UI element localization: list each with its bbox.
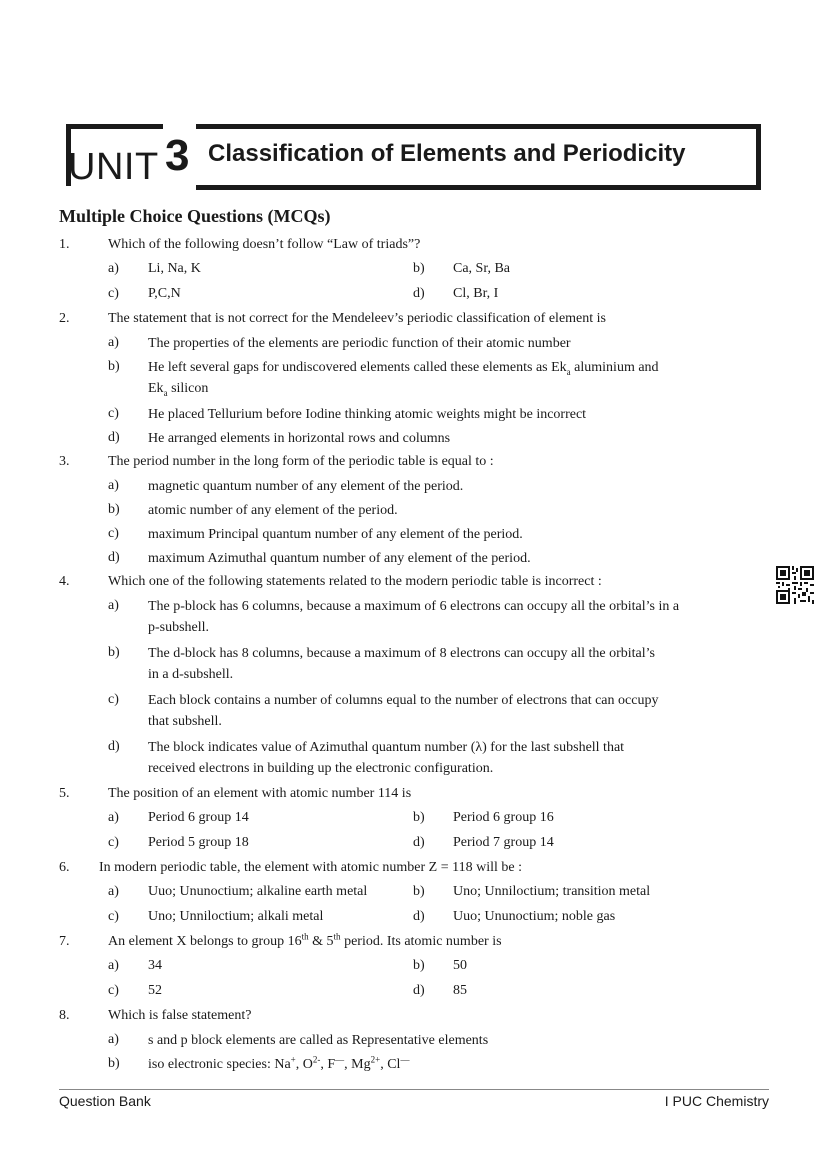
option-label: a) (108, 1032, 119, 1047)
option-row (0, 979, 827, 1004)
option-text: The properties of the elements are periodic function of their atomic number (148, 336, 571, 351)
question-list (0, 233, 827, 1076)
header-frame-top (66, 124, 163, 129)
unit-number: 3 (165, 131, 190, 180)
option (0, 522, 827, 546)
option-text: maximum Principal quantum number of any element of the period. (148, 527, 523, 542)
option-row (0, 954, 827, 979)
option-label: c) (108, 692, 119, 707)
question-text: Which one of the following statements related to the modern periodic table is incorrect : (108, 574, 602, 589)
option-text: Uuo; Ununoctium; alkaline earth metal (148, 884, 368, 899)
option (0, 641, 827, 688)
question-text: The period number in the long form of the periodic table is equal to : (108, 454, 494, 469)
question-7 (0, 930, 827, 1004)
option-text: magnetic quantum number of any element of the period. (148, 479, 464, 494)
question-4 (0, 570, 827, 782)
unit-title: Classification of Elements and Periodicity (208, 140, 686, 167)
option-text: He arranged elements in horizontal rows and columns (148, 431, 451, 446)
option-label: d) (108, 430, 120, 445)
question-text: An element X belongs to group 16th & 5th period. Its atomic number is (108, 931, 502, 949)
question-number: 1. (59, 237, 70, 252)
question-text: The statement that is not correct for the Mendeleev’s periodic classification of element is (108, 311, 606, 326)
option-label: d) (108, 739, 120, 754)
option-text: Uuo; Ununoctium; noble gas (453, 909, 616, 924)
question-number: 7. (59, 934, 70, 949)
option-label: a) (108, 261, 119, 276)
question-number: 6. (59, 860, 70, 875)
option-text: 50 (453, 958, 467, 973)
option-text: maximum Azimuthal quantum number of any element of the period. (148, 551, 531, 566)
option-label: c) (108, 526, 119, 541)
question-3 (0, 450, 827, 570)
option-label: a) (108, 884, 119, 899)
option-label: c) (108, 286, 119, 301)
option-row (0, 880, 827, 905)
question-number: 2. (59, 311, 70, 326)
option (0, 355, 827, 402)
question-number: 4. (59, 574, 70, 589)
option-label: b) (108, 359, 120, 374)
footer-divider (59, 1089, 769, 1090)
option (0, 498, 827, 522)
option-label: b) (413, 958, 425, 973)
question-number: 5. (59, 786, 70, 801)
question-text: Which is false statement? (108, 1008, 252, 1023)
qr-code-icon (776, 566, 814, 604)
option-text: 85 (453, 983, 467, 998)
option-text: Period 6 group 14 (148, 810, 249, 825)
option-label: c) (108, 983, 119, 998)
option-label: d) (413, 983, 425, 998)
option-label: b) (108, 1056, 120, 1071)
option-row (0, 905, 827, 930)
option-text: Uno; Unniloctium; transition metal (453, 884, 651, 899)
option-label: d) (413, 286, 425, 301)
question-1 (0, 233, 827, 307)
unit-header (66, 124, 760, 186)
option-text: Period 6 group 16 (453, 810, 554, 825)
option-text: atomic number of any element of the period. (148, 503, 398, 518)
question-text: The position of an element with atomic number 114 is (108, 786, 412, 801)
option-label: d) (413, 909, 425, 924)
option-text: 34 (148, 958, 162, 973)
option-row (0, 282, 827, 307)
option-label: b) (108, 645, 120, 660)
question-6 (0, 856, 827, 930)
option-text: Cl, Br, I (453, 286, 499, 301)
option (0, 735, 827, 782)
option-label: c) (108, 406, 119, 421)
option-text: The block indicates value of Azimuthal quantum number (λ) for the last subshell that received electrons in building up the electronic configuration. (148, 740, 625, 776)
option-row (0, 831, 827, 856)
footer-left-label: Question Bank (59, 1093, 151, 1109)
option-text: He placed Tellurium before Iodine thinking atomic weights might be incorrect (148, 407, 587, 422)
option-row (0, 806, 827, 831)
option (0, 688, 827, 735)
option-text: The d-block has 8 columns, because a maximum of 8 electrons can occupy all the orbital’s in a d-subshell. (148, 646, 655, 682)
option-text: Li, Na, K (148, 261, 201, 276)
unit-word: UNIT (68, 146, 159, 188)
option (0, 1052, 827, 1076)
option-label: a) (108, 958, 119, 973)
option-label: c) (108, 835, 119, 850)
option-label: a) (108, 478, 119, 493)
option-text: He left several gaps for undiscovered elements called these elements as $Ek_a$ aluminium and $Ek_a$ silicon (148, 360, 659, 398)
option (0, 331, 827, 355)
option-text: Uno; Unniloctium; alkali metal (148, 909, 324, 924)
option-text: 52 (148, 983, 162, 998)
option-label: d) (108, 550, 120, 565)
question-text: In modern periodic table, the element with atomic number Z = 118 will be : (99, 860, 522, 875)
option-row (0, 257, 827, 282)
question-8 (0, 1004, 827, 1076)
option-label: a) (108, 598, 119, 613)
section-title: Multiple Choice Questions (MCQs) (59, 206, 331, 226)
question-2 (0, 307, 827, 450)
option-label: a) (108, 335, 119, 350)
option (0, 594, 827, 641)
option-label: b) (413, 810, 425, 825)
option-text: Period 7 group 14 (453, 835, 554, 850)
option-text: s and p block elements are called as Representative elements (148, 1033, 489, 1048)
option (0, 1028, 827, 1052)
option-label: d) (413, 835, 425, 850)
footer-right-label: I PUC Chemistry (664, 1093, 769, 1109)
question-text: Which of the following doesn’t follow “Law of triads”? (108, 237, 421, 252)
option-text: Period 5 group 18 (148, 835, 249, 850)
question-5 (0, 782, 827, 856)
option-text: Each block contains a number of columns equal to the number of electrons that can occupy that subshell. (148, 693, 659, 729)
option-text: The p-block has 6 columns, because a maximum of 6 electrons can occupy all the orbital’s in a p-subshell. (148, 599, 680, 635)
question-number: 8. (59, 1008, 70, 1023)
option-label: c) (108, 909, 119, 924)
option-text: Ca, Sr, Ba (453, 261, 510, 276)
option (0, 546, 827, 570)
question-number: 3. (59, 454, 70, 469)
option-label: b) (413, 261, 425, 276)
option-text: iso electronic species: Na+, $O^{2-}$, F—, $Mg^{2+}$, Cl— (148, 1054, 410, 1072)
option-label: a) (108, 810, 119, 825)
option (0, 426, 827, 450)
option (0, 474, 827, 498)
option (0, 402, 827, 426)
option-label: b) (413, 884, 425, 899)
option-label: b) (108, 502, 120, 517)
option-text: P,C,N (148, 286, 181, 301)
